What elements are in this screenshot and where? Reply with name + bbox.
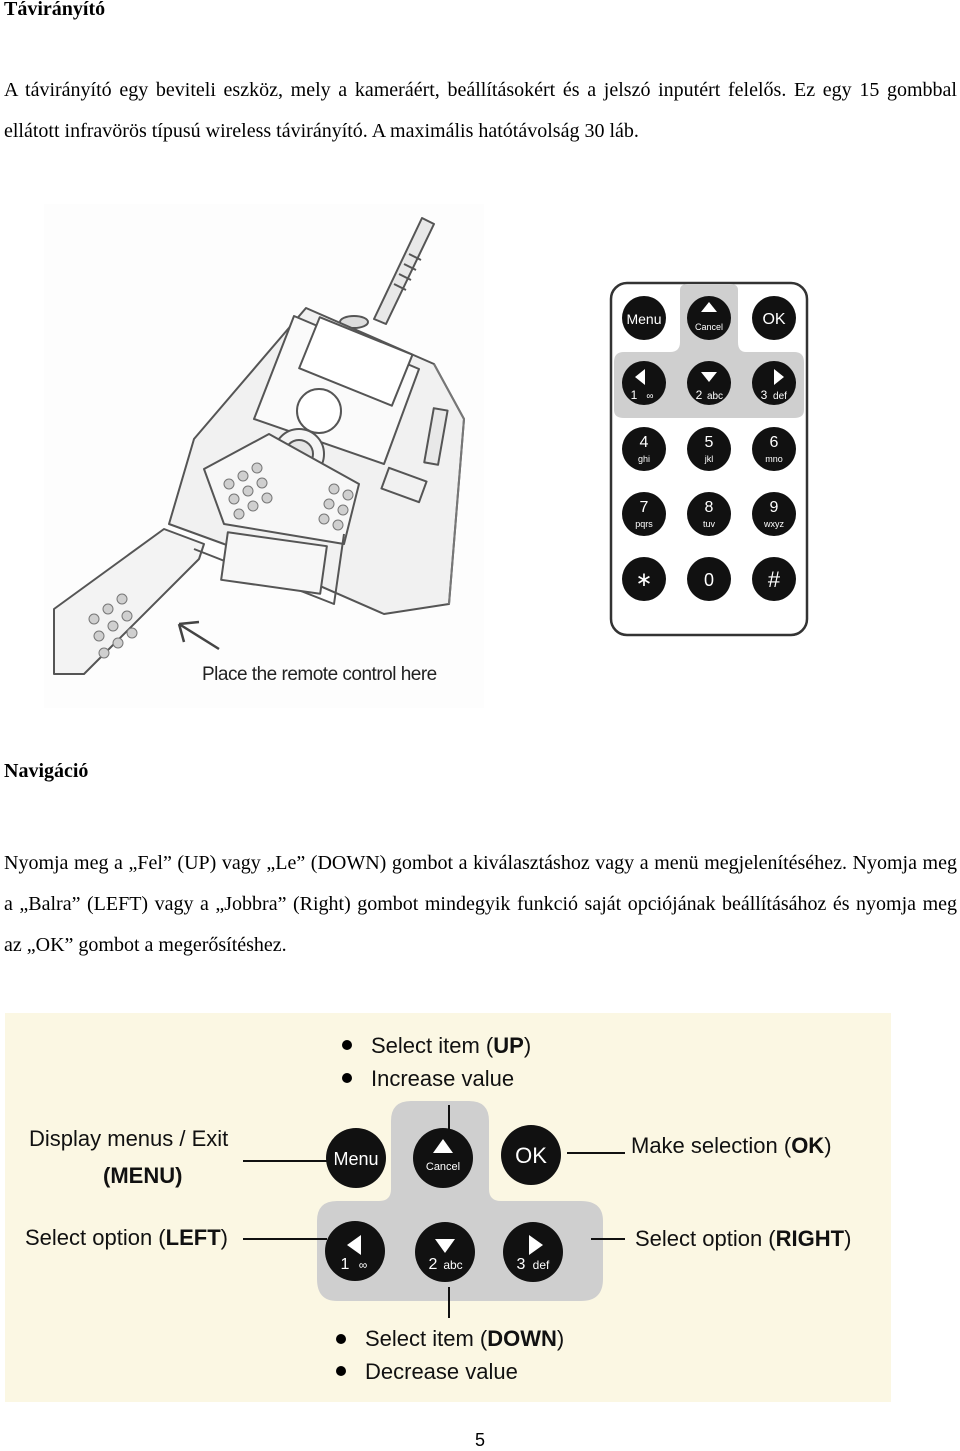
remote-key-6-letters: mno — [765, 454, 783, 464]
remote-control-illustration — [608, 280, 810, 638]
section-heading-remote: Távirányító — [4, 0, 106, 20]
remote-key-5-digit: 5 — [704, 434, 714, 451]
camera-illustration — [44, 204, 484, 708]
camera-caption: Place the remote control here — [202, 664, 437, 685]
remote-key-7-digit: 7 — [639, 499, 649, 516]
btn-2-label: 2 — [428, 1256, 438, 1273]
remote-description: A távirányító egy beviteli eszköz, mely a kameráért, beállításokért és a jelszó inputért felelős. Ez egy 15 gombbal ellátott infravörös típusú wireless távirányító. A maximális hatótávolság 30 láb. — [4, 79, 957, 142]
remote-key-1-digit: 1 — [630, 388, 638, 402]
section-heading-navigation: Navigáció — [4, 760, 89, 782]
navigation-diagram — [5, 1013, 891, 1402]
remote-key-8-digit: 8 — [704, 499, 714, 516]
remote-key-9-digit: 9 — [769, 499, 779, 516]
remote-key-9-letters: wxyz — [764, 519, 784, 529]
label-select-option-left: Select option (LEFT) — [25, 1225, 228, 1250]
remote-key-3-digit: 3 — [760, 388, 768, 402]
remote-key-4-digit: 4 — [639, 434, 649, 451]
remote-key-cancel: Cancel — [694, 322, 724, 332]
remote-key-0: 0 — [703, 570, 715, 590]
remote-key-7-letters: pqrs — [635, 519, 653, 529]
remote-key-8-letters: tuv — [702, 519, 716, 529]
remote-key-4-letters: ghi — [637, 454, 651, 464]
remote-key-star: ∗ — [635, 569, 653, 591]
remote-key-3-letters: def — [773, 391, 787, 402]
label-select-item-up: Select item (UP) — [371, 1033, 532, 1058]
remote-key-1-letters: ∞ — [646, 391, 654, 402]
remote-key-ok: OK — [762, 311, 786, 328]
label-select-item-down: Select item (DOWN) — [365, 1326, 565, 1351]
remote-key-2-letters: abc — [706, 391, 724, 402]
label-decrease-value: Decrease value — [365, 1359, 518, 1384]
btn-1-label: 1 — [340, 1256, 350, 1273]
btn-3-sub: def — [532, 1258, 550, 1272]
btn-menu-label: Menu — [333, 1149, 379, 1169]
navigation-description: Nyomja meg a „Fel” (UP) vagy „Le” (DOWN) gombot a kiválasztáshoz vagy a menü megjelenítéséhez. Nyomja meg a „Balra” (LEFT) vagy a „Jobbra” (Right) gombot mindegyik funkció saját opciójának beállításához és nyomja meg az „OK” gombot a megerősítéshez. — [4, 852, 957, 956]
btn-cancel-label: Cancel — [425, 1161, 461, 1173]
btn-1-sub: ∞ — [358, 1258, 368, 1272]
page-number: 5 — [474, 1430, 485, 1450]
remote-key-hash: # — [767, 567, 781, 592]
label-increase-value: Increase value — [371, 1066, 515, 1091]
label-make-selection: Make selection (OK) — [631, 1133, 832, 1158]
label-menu-key: (MENU) — [103, 1163, 183, 1188]
label-display-menus: Display menus / Exit — [29, 1126, 229, 1151]
btn-2-sub: abc — [443, 1258, 463, 1272]
label-select-option-right: Select option (RIGHT) — [635, 1226, 852, 1251]
btn-ok-label: OK — [515, 1143, 547, 1168]
remote-key-5-letters: jkl — [704, 454, 714, 464]
remote-key-menu: Menu — [626, 311, 662, 327]
btn-3-label: 3 — [516, 1256, 526, 1273]
remote-key-6-digit: 6 — [769, 434, 779, 451]
remote-key-2-digit: 2 — [695, 388, 703, 402]
